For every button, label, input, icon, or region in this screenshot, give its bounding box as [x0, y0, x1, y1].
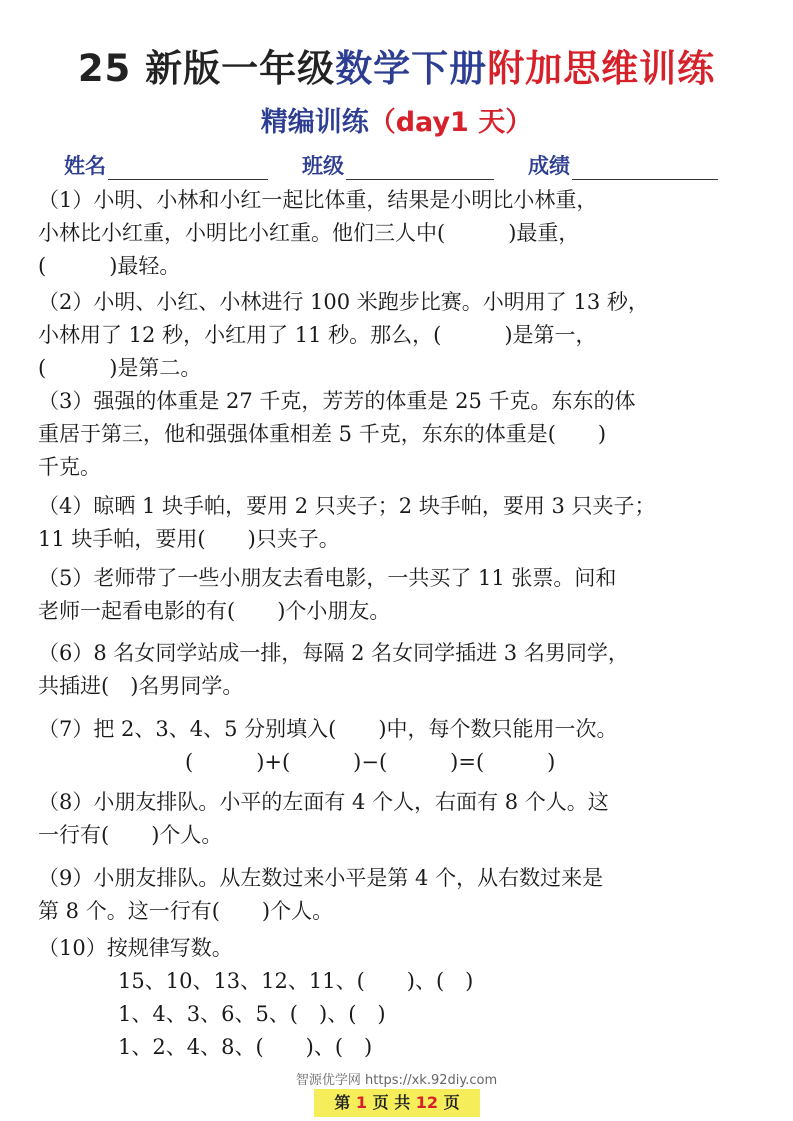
page-subtitle	[0, 100, 793, 139]
title-part-subject: 数学下册	[335, 47, 488, 90]
question-line: （2）小明、小红、小林进行 100 米跑步比赛。小明用了 13 秒，	[38, 290, 649, 314]
score-label: 成绩	[528, 154, 570, 178]
question-line: 小林比小红重，小明比小红重。他们三人中( )最重，	[38, 221, 580, 245]
subtitle-day: （day1 天）	[368, 107, 533, 138]
question-line: 重居于第三，他和强强体重相差 5 千克，东东的体重是( )	[38, 422, 607, 446]
question-2	[38, 286, 768, 385]
question-5	[38, 562, 768, 628]
class-blank[interactable]	[346, 157, 494, 180]
sequence-line: 15、10、13、12、11、( )、( )	[118, 969, 474, 993]
subtitle-main: 精编训练	[260, 107, 369, 138]
title-part-grade: 25 新版一年级	[77, 47, 336, 90]
page-middle: 页 共	[372, 1093, 411, 1112]
name-blank[interactable]	[108, 157, 268, 180]
question-line: 一行有( )个人。	[38, 823, 223, 847]
question-line: （7）把 2、3、4、5 分别填入( )中，每个数只能用一次。	[38, 717, 618, 741]
question-line: （3）强强的体重是 27 千克，芳芳的体重是 25 千克。东东的体	[38, 389, 636, 413]
title-part-topic: 附加思维训练	[487, 47, 716, 90]
question-line: 11 块手帕，要用( )只夹子。	[38, 527, 340, 551]
class-label: 班级	[302, 154, 344, 178]
name-label: 姓名	[64, 154, 106, 178]
question-7	[38, 713, 768, 779]
question-line: （9）小朋友排队。从左数过来小平是第 4 个，从右数过来是	[38, 866, 604, 890]
question-line: （5）老师带了一些小朋友去看电影，一共买了 11 张票。问和	[38, 566, 617, 590]
score-blank[interactable]	[572, 157, 718, 180]
page-suffix: 页	[443, 1093, 460, 1112]
page-current: 1	[355, 1093, 368, 1112]
student-info-row	[64, 150, 718, 180]
question-3	[38, 385, 768, 484]
question-1	[38, 184, 768, 283]
page-total: 12	[415, 1093, 439, 1112]
page-title	[0, 38, 793, 92]
sequence-line: 1、2、4、8、( )、( )	[118, 1035, 373, 1059]
question-line: ( )+( )−( )=( )	[38, 750, 556, 774]
question-4	[38, 490, 768, 556]
sequence-line: 1、4、3、6、5、( )、( )	[118, 1002, 386, 1026]
page-prefix: 第	[334, 1093, 351, 1112]
question-line: 共插进( )名男同学。	[38, 674, 244, 698]
question-line: 小林用了 12 秒，小红用了 11 秒。那么，( )是第一，	[38, 323, 597, 347]
question-line: （4）晾晒 1 块手帕，要用 2 只夹子；2 块手帕，要用 3 只夹子；	[38, 494, 656, 518]
question-line: （1）小明、小林和小红一起比体重，结果是小明比小林重，	[38, 188, 598, 212]
question-line: （8）小朋友排队。小平的左面有 4 个人，右面有 8 个人。这	[38, 790, 609, 814]
question-line: ( )最轻。	[38, 254, 181, 278]
question-6	[38, 637, 768, 703]
question-line: 第 8 个。这一行有( )个人。	[38, 899, 334, 923]
page-number-badge	[314, 1089, 480, 1117]
question-line: 老师一起看电影的有( )个小朋友。	[38, 599, 391, 623]
question-line: ( )是第二。	[38, 356, 202, 380]
question-8	[38, 786, 768, 852]
footer-website: 智源优学网 https://xk.92diy.com	[295, 1073, 498, 1088]
question-line: （10）按规律写数。	[38, 936, 233, 960]
question-line: （6）8 名女同学站成一排，每隔 2 名女同学插进 3 名男同学，	[38, 641, 629, 665]
question-9	[38, 862, 768, 928]
question-line: 千克。	[38, 455, 101, 479]
question-10	[38, 932, 768, 1064]
